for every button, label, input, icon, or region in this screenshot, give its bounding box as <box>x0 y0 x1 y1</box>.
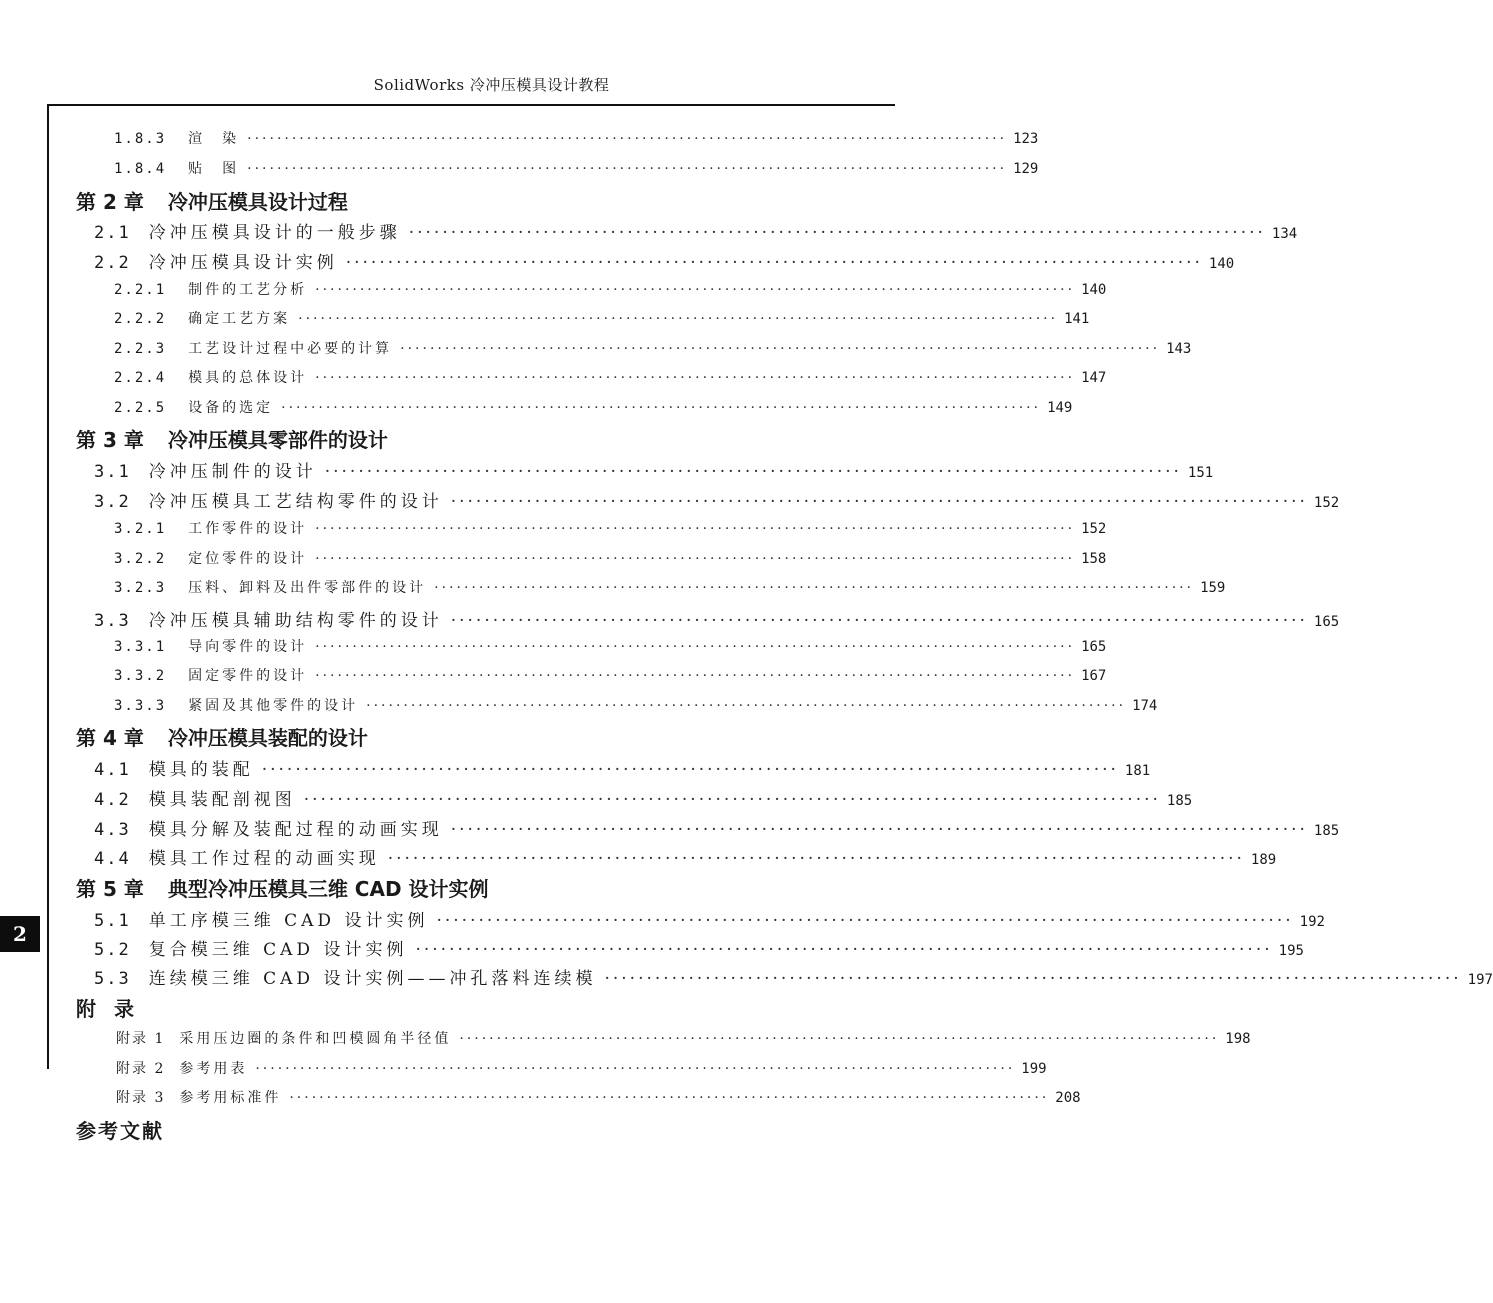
leader-dots: ······································································································ <box>415 940 1273 960</box>
entry-number: 4.3 <box>94 820 131 840</box>
entry-title: 定位零件的设计 <box>188 551 308 567</box>
entry-number: 2.2.1 <box>114 282 167 298</box>
entry-title: 冷冲压制件的设计 <box>148 462 317 482</box>
entry-page: 159 <box>1200 580 1226 596</box>
leader-dots: ······································································································ <box>298 311 1059 327</box>
toc-entry[interactable] <box>114 308 1090 328</box>
leader-dots: ······································································································ <box>450 820 1308 840</box>
entry-number: 2.2 <box>94 253 131 273</box>
toc-entry[interactable] <box>94 964 1493 989</box>
leader-dots: ······································································································ <box>315 668 1076 684</box>
entry-title: 贴 图 <box>188 161 240 177</box>
entry-title: 冷冲压模具设计的一般步骤 <box>148 223 401 243</box>
entry-title: 冷冲压模具工艺结构零件的设计 <box>148 492 443 512</box>
entry-page: 140 <box>1208 256 1235 272</box>
entry-page: 165 <box>1081 639 1107 655</box>
toc-entry[interactable] <box>94 457 1214 482</box>
entry-page: 165 <box>1313 614 1340 630</box>
chapter-heading[interactable] <box>76 873 489 902</box>
entry-number: 3.2.3 <box>114 580 167 596</box>
entry-page: 158 <box>1081 551 1107 567</box>
entry-number: 附录 2 <box>116 1061 166 1077</box>
entry-title: 固定零件的设计 <box>188 668 308 684</box>
entry-number: 3.1 <box>94 462 131 482</box>
toc-entry[interactable] <box>114 158 1039 178</box>
chapter-number: 第 3 章 <box>76 428 144 452</box>
leader-dots: ······································································································ <box>289 1090 1050 1106</box>
entry-page: 143 <box>1166 341 1192 357</box>
page-number-tab: 2 <box>0 916 40 952</box>
entry-title: 工作零件的设计 <box>188 521 308 537</box>
chapter-number: 第 2 章 <box>76 190 144 214</box>
entry-number: 3.3.1 <box>114 639 167 655</box>
entry-title: 冷冲压模具设计实例 <box>148 253 338 273</box>
chapter-number: 第 5 章 <box>76 877 144 901</box>
leader-dots: ······································································································ <box>408 223 1266 243</box>
toc-entry[interactable] <box>114 695 1158 715</box>
entry-title: 复合模三维 CAD 设计实例 <box>148 940 408 960</box>
leader-dots: ······································································································ <box>315 282 1076 298</box>
entry-title: 模具的装配 <box>148 760 254 780</box>
chapter-heading[interactable] <box>76 722 368 751</box>
leader-dots: ······································································································ <box>303 790 1161 810</box>
toc-entry[interactable] <box>94 487 1340 512</box>
chapter-heading[interactable] <box>76 424 388 453</box>
entry-page: 147 <box>1081 370 1107 386</box>
toc-entry[interactable] <box>116 1087 1081 1107</box>
appendix-heading[interactable]: 附录 <box>76 997 152 1021</box>
entry-page: 149 <box>1047 400 1073 416</box>
entry-title: 确定工艺方案 <box>188 311 291 327</box>
toc-entry[interactable] <box>94 815 1340 840</box>
toc-entry[interactable] <box>94 844 1277 869</box>
leader-dots: ······································································································ <box>345 253 1203 273</box>
leader-dots: ······································································································ <box>261 760 1119 780</box>
entry-page: 123 <box>1013 131 1039 147</box>
entry-title: 模具的总体设计 <box>188 370 308 386</box>
entry-page: 185 <box>1313 823 1340 839</box>
chapter-title: 冷冲压模具零部件的设计 <box>167 428 388 452</box>
leader-dots: ······································································································ <box>315 521 1076 537</box>
entry-title: 单工序模三维 CAD 设计实例 <box>148 911 429 931</box>
entry-title: 渲 染 <box>188 131 240 147</box>
entry-page: 181 <box>1124 763 1151 779</box>
entry-page: 134 <box>1271 226 1298 242</box>
entry-title: 冷冲压模具辅助结构零件的设计 <box>148 611 443 631</box>
entry-page: 140 <box>1081 282 1107 298</box>
toc-entry[interactable] <box>116 1028 1251 1048</box>
toc-entry[interactable] <box>94 218 1298 243</box>
entry-number: 1.8.4 <box>114 161 167 177</box>
entry-number: 5.1 <box>94 911 131 931</box>
toc-entry[interactable] <box>114 397 1073 417</box>
toc-entry[interactable] <box>114 636 1107 656</box>
entry-page: 185 <box>1166 793 1193 809</box>
entry-number: 3.2 <box>94 492 131 512</box>
entry-title: 紧固及其他零件的设计 <box>188 698 359 714</box>
leader-dots: ······································································································ <box>247 131 1008 147</box>
toc-entry[interactable] <box>94 248 1235 273</box>
entry-number: 2.2.5 <box>114 400 167 416</box>
leader-dots: ······································································································ <box>324 462 1182 482</box>
entry-number: 4.4 <box>94 849 131 869</box>
entry-number: 3.2.2 <box>114 551 167 567</box>
leader-dots: ······································································································ <box>450 611 1308 631</box>
entry-number: 2.2.3 <box>114 341 167 357</box>
entry-page: 129 <box>1013 161 1039 177</box>
chapter-title: 冷冲压模具装配的设计 <box>167 726 368 750</box>
entry-page: 167 <box>1081 668 1107 684</box>
entry-number: 4.1 <box>94 760 131 780</box>
leader-dots: ······································································································ <box>450 492 1308 512</box>
entry-number: 1.8.3 <box>114 131 167 147</box>
entry-page: 199 <box>1021 1061 1047 1077</box>
entry-page: 208 <box>1055 1090 1081 1106</box>
entry-number: 2.2.4 <box>114 370 167 386</box>
toc-entry[interactable] <box>114 367 1107 387</box>
leader-dots: ······································································································ <box>315 639 1076 655</box>
entry-number: 4.2 <box>94 790 131 810</box>
entry-number: 5.2 <box>94 940 131 960</box>
entry-page: 152 <box>1081 521 1107 537</box>
leader-dots: ······································································································ <box>434 580 1195 596</box>
leader-dots: ······································································································ <box>604 969 1462 989</box>
leader-dots: ······································································································ <box>315 551 1076 567</box>
entry-number: 3.3 <box>94 611 131 631</box>
leader-dots: ······································································································ <box>366 698 1127 714</box>
toc-entry[interactable] <box>116 1058 1047 1078</box>
toc-entry[interactable] <box>94 606 1340 631</box>
leader-dots: ······································································································ <box>436 911 1294 931</box>
leader-dots: ······································································································ <box>459 1031 1220 1047</box>
entry-number: 3.3.3 <box>114 698 167 714</box>
leader-dots: ······································································································ <box>400 341 1161 357</box>
entry-title: 压料、卸料及出件零部件的设计 <box>188 580 427 596</box>
entry-title: 模具装配剖视图 <box>148 790 296 810</box>
toc-entry[interactable] <box>94 935 1304 960</box>
entry-title: 参考用表 <box>179 1061 248 1077</box>
entry-page: 189 <box>1250 852 1277 868</box>
entry-title: 模具分解及装配过程的动画实现 <box>148 820 443 840</box>
chapter-title: 典型冷冲压模具三维 CAD 设计实例 <box>167 877 489 901</box>
references-heading[interactable]: 参考文献 <box>76 1119 164 1143</box>
toc-entry[interactable] <box>114 548 1107 568</box>
chapter-number: 第 4 章 <box>76 726 144 750</box>
toc-entry[interactable] <box>114 577 1226 597</box>
toc-entry[interactable] <box>94 755 1151 780</box>
entry-page: 152 <box>1313 495 1340 511</box>
toc-entry[interactable] <box>114 128 1039 148</box>
entry-number: 5.3 <box>94 969 131 989</box>
running-header: SolidWorks 冷冲压模具设计教程 <box>373 76 610 94</box>
entry-title: 采用压边圈的条件和凹模圆角半径值 <box>179 1031 452 1047</box>
entry-title: 连续模三维 CAD 设计实例——冲孔落料连续模 <box>148 969 597 989</box>
leader-dots: ······································································································ <box>247 161 1008 177</box>
entry-number: 3.3.2 <box>114 668 167 684</box>
entry-page: 174 <box>1132 698 1158 714</box>
entry-page: 192 <box>1299 914 1325 930</box>
entry-number: 3.2.1 <box>114 521 167 537</box>
entry-number: 2.1 <box>94 223 131 243</box>
toc-entry[interactable] <box>114 338 1192 358</box>
entry-number: 附录 1 <box>116 1031 166 1047</box>
entry-title: 模具工作过程的动画实现 <box>148 849 380 869</box>
chapter-title: 冷冲压模具设计过程 <box>167 190 348 214</box>
leader-dots: ······································································································ <box>255 1061 1016 1077</box>
toc-entry[interactable] <box>114 665 1107 685</box>
chapter-heading[interactable] <box>76 186 348 215</box>
leader-dots: ······································································································ <box>315 370 1076 386</box>
leader-dots: ······································································································ <box>387 849 1245 869</box>
entry-number: 附录 3 <box>116 1090 166 1106</box>
toc-entry[interactable] <box>114 279 1107 299</box>
leader-dots: ······································································································ <box>281 400 1042 416</box>
entry-page: 141 <box>1064 311 1090 327</box>
entry-title: 设备的选定 <box>188 400 274 416</box>
entry-page: 195 <box>1278 943 1304 959</box>
entry-page: 151 <box>1187 465 1214 481</box>
entry-title: 参考用标准件 <box>179 1090 282 1106</box>
entry-page: 198 <box>1225 1031 1251 1047</box>
entry-title: 导向零件的设计 <box>188 639 308 655</box>
entry-title: 制件的工艺分析 <box>188 282 308 298</box>
entry-page: 197 <box>1467 972 1493 988</box>
entry-number: 2.2.2 <box>114 311 167 327</box>
toc-entry[interactable] <box>94 906 1325 931</box>
entry-title: 工艺设计过程中必要的计算 <box>188 341 393 357</box>
toc-entry[interactable] <box>114 518 1107 538</box>
toc-entry[interactable] <box>94 785 1193 810</box>
